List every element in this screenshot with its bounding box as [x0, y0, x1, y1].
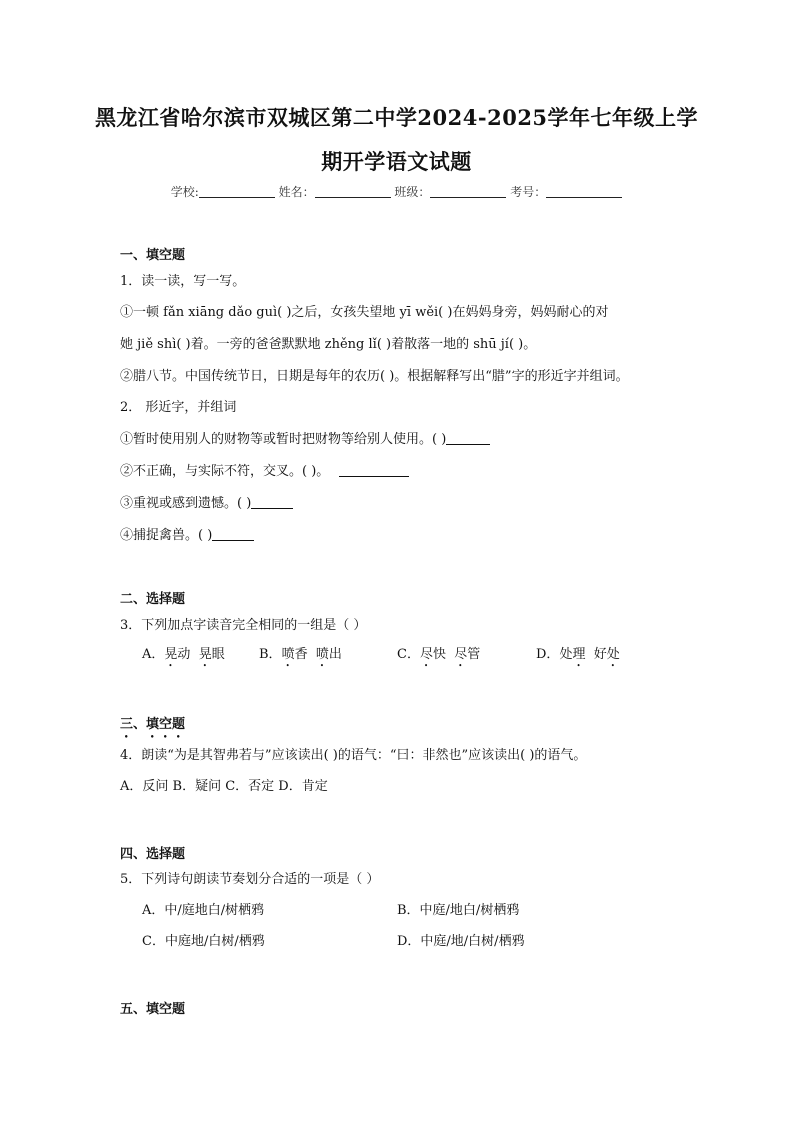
- answer-blank[interactable]: [339, 464, 409, 477]
- section-heading-1: 一、填空题: [120, 248, 186, 263]
- school-label: 学校:: [170, 185, 199, 199]
- section-heading-3: 三、填空题: [120, 717, 186, 732]
- question-1-line-3: ②腊八节。中国传统节日，日期是每年的农历( )。根据解释写出“腊”字的形近字并组词。: [120, 369, 629, 384]
- question-2-stem: 2． 形近字，并组词: [120, 400, 237, 415]
- question-1-line-2: 她 jiě shì( )着。一旁的爸爸默默地 zhěng lǐ( )着散落一地的 shū jí( )。: [120, 337, 537, 352]
- section-heading-2: 二、选择题: [120, 592, 186, 607]
- option-char: 管: [467, 647, 481, 662]
- question-1-stem: 1．读一读，写一写。: [120, 274, 246, 289]
- dotted-char: 尽: [419, 647, 433, 662]
- question-3-stem: 3．下列加点字读音完全相同的一组是（ ）: [120, 618, 367, 633]
- dotted-char: 晃: [164, 647, 178, 662]
- question-2-item-c: [120, 492, 293, 511]
- dotted-char: 理: [572, 647, 586, 662]
- question-5-stem: 5．下列诗句朗读节奏划分合适的一项是（ ）: [120, 872, 380, 887]
- question-5-option-b[interactable]: B．中庭/地白/树栖鸦: [397, 903, 520, 918]
- section-heading-4: 四、选择题: [120, 847, 186, 862]
- answer-blank[interactable]: [212, 528, 254, 541]
- question-3-option-a[interactable]: [142, 643, 225, 670]
- question-5-option-c[interactable]: C．中庭地/白树/栖鸦: [142, 934, 265, 949]
- option-label: C．: [397, 647, 420, 662]
- option-char: 动: [177, 647, 191, 662]
- question-3-option-c[interactable]: [397, 643, 480, 670]
- option-char: 快: [432, 647, 446, 662]
- question-2-item-d-text: ④捕捉禽兽。( ): [120, 528, 213, 543]
- dotted-char: 喷: [315, 647, 329, 662]
- option-char: 眼: [211, 647, 225, 662]
- question-1-line-1: ①一顿 fǎn xiāng dǎo guì( )之后，女孩失望地 yī wěi( )在妈妈身旁，妈妈耐心的对: [120, 305, 609, 320]
- page-title-line-2: 期开学语文试题: [321, 149, 472, 174]
- question-5-option-d[interactable]: D．中庭/地/白树/栖鸦: [397, 934, 525, 949]
- question-2-item-d: [120, 524, 254, 543]
- school-blank[interactable]: [199, 185, 275, 198]
- option-label: A．: [142, 647, 165, 662]
- name-label: 姓名：: [278, 185, 315, 199]
- option-char: 香: [294, 647, 308, 662]
- page-title-line-1: 黑龙江省哈尔滨市双城区第二中学2024-2025学年七年级上学: [94, 105, 699, 130]
- question-2-item-a-text: ①暂时使用别人的财物等或暂时把财物等给别人使用。( ): [120, 432, 447, 447]
- question-2-item-c-text: ③重视或感到遗憾。( ): [120, 496, 252, 511]
- name-blank[interactable]: [315, 185, 391, 198]
- option-char: 出: [328, 647, 342, 662]
- question-3-option-b[interactable]: [259, 643, 342, 670]
- number-label: 考号：: [510, 185, 547, 199]
- student-info-row: [0, 183, 793, 200]
- number-blank[interactable]: [546, 185, 622, 198]
- option-char: 好: [593, 647, 607, 662]
- dotted-char: 喷: [281, 647, 295, 662]
- section-heading-5: 五、填空题: [120, 1002, 186, 1017]
- answer-blank[interactable]: [446, 432, 490, 445]
- question-4-options[interactable]: A．反问 B．疑问 C．否定 D．肯定: [120, 779, 328, 794]
- question-4-stem: 4．朗读“为是其智弗若与”应该读出( )的语气：“曰：非然也”应该读出( )的语气。: [120, 748, 587, 763]
- option-label: D．: [536, 647, 560, 662]
- dotted-char: 尽: [454, 647, 468, 662]
- option-char: 处: [559, 647, 573, 662]
- class-blank[interactable]: [430, 185, 506, 198]
- dotted-char: 处: [606, 647, 620, 662]
- question-2-item-b: [120, 460, 409, 479]
- question-5-option-a[interactable]: A．中/庭地白/树栖鸦: [142, 903, 265, 918]
- answer-blank[interactable]: [251, 496, 293, 509]
- question-2-item-b-text: ②不正确，与实际不符，交叉。( )。: [120, 464, 330, 479]
- option-label: B．: [259, 647, 282, 662]
- question-2-item-a: [120, 428, 490, 447]
- dotted-char: 晃: [198, 647, 212, 662]
- class-label: 班级：: [394, 185, 431, 199]
- question-3-option-d[interactable]: [536, 643, 620, 670]
